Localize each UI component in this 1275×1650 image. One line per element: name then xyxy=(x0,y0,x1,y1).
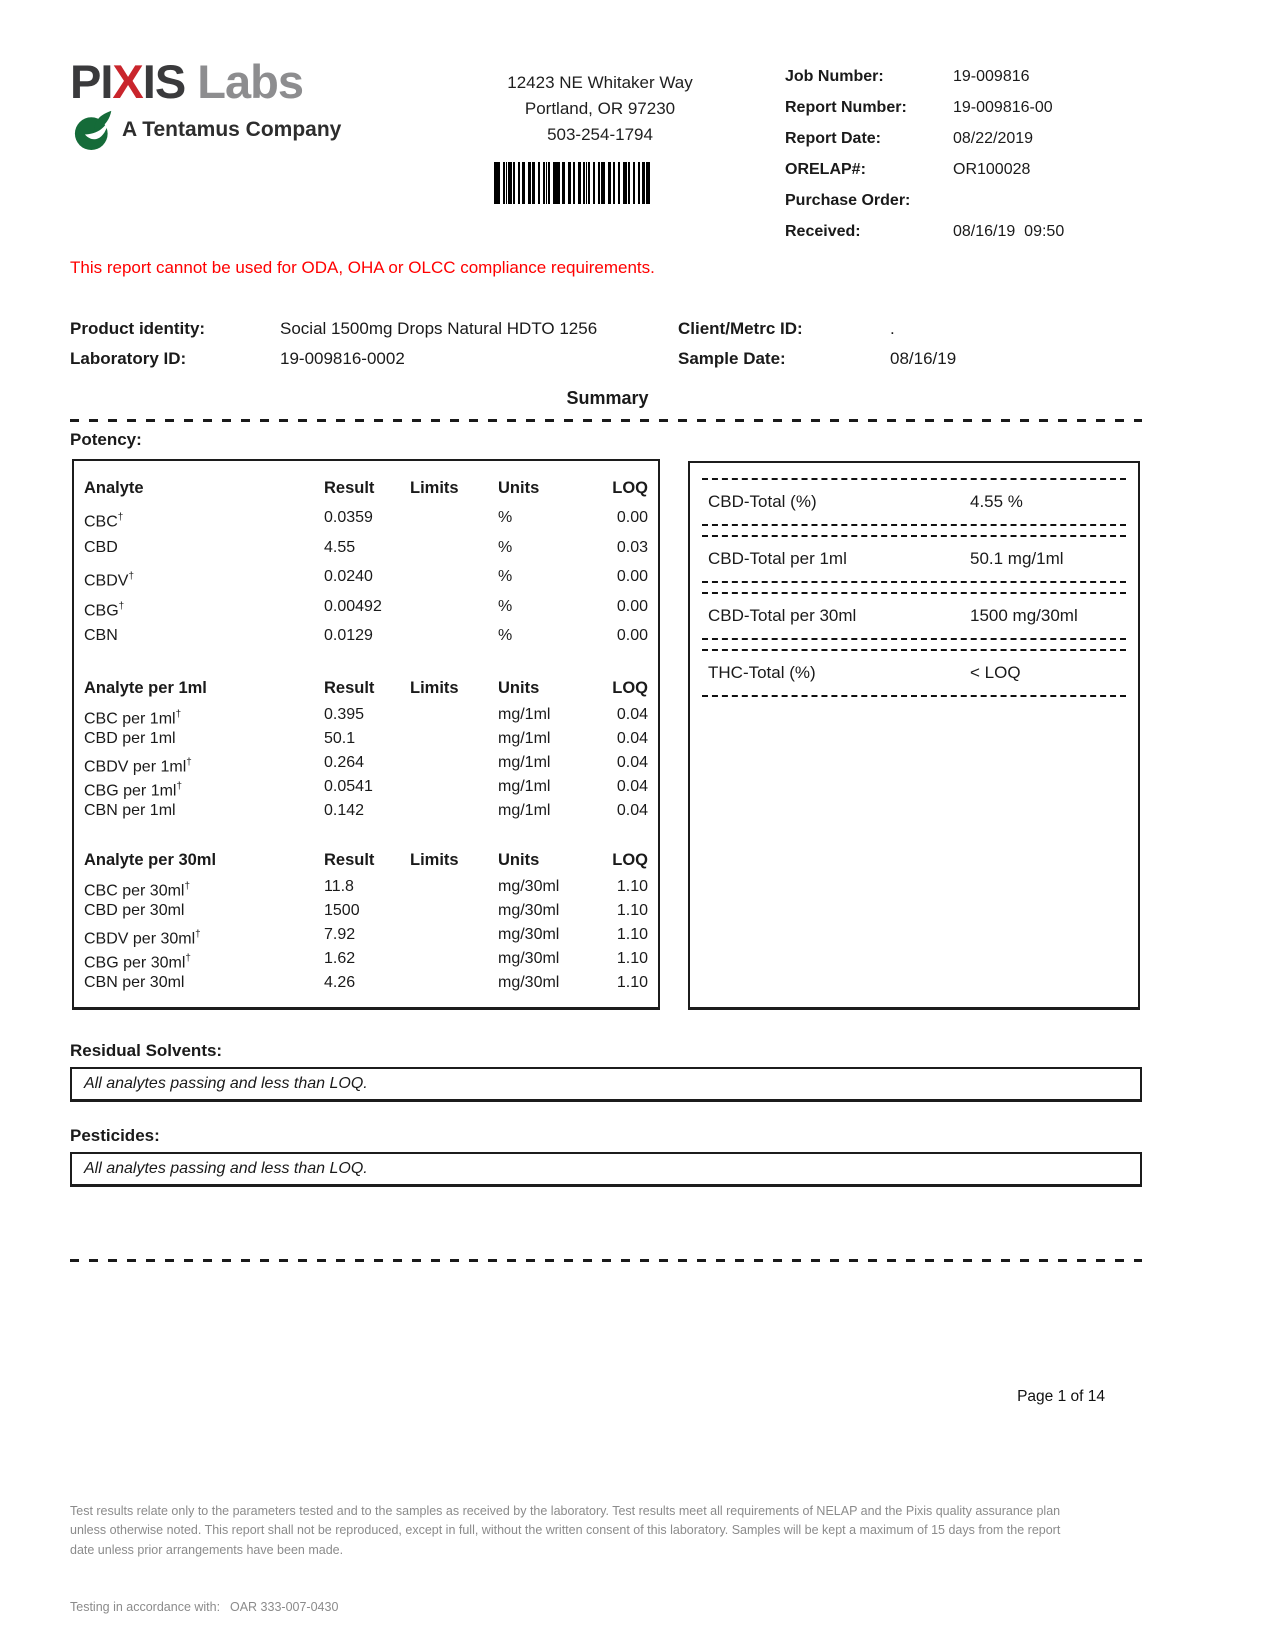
job-info-row xyxy=(785,128,1205,150)
job-info xyxy=(785,66,1205,252)
analyte-name: CBN xyxy=(84,627,118,644)
job-info-label: Report Date: xyxy=(785,130,882,147)
analyte-row xyxy=(84,533,648,563)
loq-cell: 0.04 xyxy=(616,801,648,819)
total-value: 50.1 mg/1ml xyxy=(970,549,1064,568)
units-cell: % xyxy=(498,597,513,615)
column-header: Limits xyxy=(410,479,459,497)
result-cell: 4.26 xyxy=(324,973,356,991)
pixis-labs-logo xyxy=(70,55,342,151)
potency-section-label: Potency: xyxy=(70,430,142,449)
column-header: Limits xyxy=(410,850,459,869)
result-cell: 1500 xyxy=(324,901,360,919)
job-info-label: ORELAP#: xyxy=(785,161,866,178)
testing-accordance-label: Testing in accordance with: xyxy=(70,1600,221,1614)
result-cell: 0.395 xyxy=(324,705,365,723)
logo-letters-is: IS xyxy=(142,55,186,108)
result-cell: 0.00492 xyxy=(324,597,382,615)
loq-cell: 0.00 xyxy=(616,597,648,615)
residual-solvents-label: Residual Solvents: xyxy=(70,1041,223,1060)
potency-table-header xyxy=(84,473,648,503)
potency-table-header xyxy=(84,845,648,875)
job-info-row xyxy=(785,66,1205,88)
column-header: Units xyxy=(498,678,540,697)
result-cell: 4.55 xyxy=(324,538,356,556)
job-info-label: Purchase Order: xyxy=(785,192,911,209)
analyte-name: CBD per 1ml xyxy=(84,729,176,747)
total-value: 4.55 % xyxy=(970,492,1023,511)
address-line: Portland, OR 97230 xyxy=(524,99,676,118)
job-info-value: OR100028 xyxy=(953,161,1031,178)
analyte-name: CBN per 30ml xyxy=(84,973,185,991)
result-cell: 0.0359 xyxy=(324,509,373,526)
units-cell: mg/1ml xyxy=(498,801,551,819)
laboratory-id-label: Laboratory ID: xyxy=(70,349,187,368)
testing-accordance-value: OAR 333-007-0430 xyxy=(230,1600,339,1614)
analyte-name: CBC† xyxy=(84,512,124,531)
loq-cell: 0.00 xyxy=(616,627,648,644)
logo-wordmark xyxy=(70,55,341,108)
summary-title: Summary xyxy=(566,388,649,408)
analyte-row xyxy=(84,775,648,799)
job-info-label: Report Number: xyxy=(785,99,907,116)
loq-cell: 1.10 xyxy=(616,877,648,895)
analyte-row xyxy=(84,503,648,533)
units-cell: % xyxy=(498,509,513,526)
analyte-name: CBG per 30ml† xyxy=(84,952,191,971)
product-identity-label: Product identity: xyxy=(70,319,206,338)
job-info-value: 19-009816 xyxy=(953,68,1030,85)
analyte-row xyxy=(84,703,648,727)
loq-cell: 0.04 xyxy=(616,705,648,723)
units-cell: % xyxy=(498,538,513,556)
analyte-name: CBDV per 30ml† xyxy=(84,928,201,947)
analyte-name: CBDV per 1ml† xyxy=(84,756,192,775)
result-cell: 0.0541 xyxy=(324,777,373,795)
residual-solvents-result: All analytes passing and less than LOQ. xyxy=(70,1067,1142,1102)
column-header: Analyte per 1ml xyxy=(84,678,207,697)
dashed-divider-bottom xyxy=(70,1259,1142,1262)
units-cell: mg/30ml xyxy=(498,877,560,895)
result-cell: 50.1 xyxy=(324,729,356,747)
column-header: Units xyxy=(498,850,540,869)
page-number: Page 1 of 14 xyxy=(1017,1388,1105,1405)
logo-word-labs: Labs xyxy=(185,55,303,108)
column-header: LOQ xyxy=(612,678,648,697)
potency-subtable xyxy=(84,473,648,651)
analyte-row xyxy=(84,562,648,592)
units-cell: mg/1ml xyxy=(498,777,551,795)
address-line: 12423 NE Whitaker Way xyxy=(507,73,693,92)
lab-address xyxy=(440,70,760,148)
analyte-name: CBG per 1ml† xyxy=(84,780,182,799)
analyte-row xyxy=(84,947,648,971)
loq-cell: 0.00 xyxy=(616,509,648,526)
analyte-name: CBN per 1ml xyxy=(84,801,176,819)
column-header: Units xyxy=(498,479,540,497)
result-cell: 7.92 xyxy=(324,925,356,943)
result-cell: 0.142 xyxy=(324,801,365,819)
job-info-row xyxy=(785,159,1205,181)
analyte-name: CBD per 30ml xyxy=(84,901,185,919)
column-header: Analyte per 30ml xyxy=(84,850,217,869)
footer-disclaimer: Test results relate only to the parameters tested and to the samples as received by the laboratory. Test results meet all requirements of NELAP and the Pixis quality assurance plan unless otherwise noted. This report shall not be reproduced, except in full, without the written consent of this laboratory. Samples will be kept a maximum of 15 days from the report date unless prior arrangements have been made. xyxy=(70,1504,1061,1557)
units-cell: mg/30ml xyxy=(498,925,560,943)
potency-table-header xyxy=(84,673,648,703)
units-cell: % xyxy=(498,568,513,585)
units-cell: mg/1ml xyxy=(498,753,551,771)
analyte-row xyxy=(84,899,648,923)
loq-cell: 0.03 xyxy=(616,538,648,556)
job-info-value: 19-009816-00 xyxy=(953,99,1053,116)
column-header: LOQ xyxy=(612,479,648,497)
total-value: 1500 mg/30ml xyxy=(970,606,1078,625)
sample-date-label: Sample Date: xyxy=(678,349,786,368)
column-header: Analyte xyxy=(84,479,144,497)
analyte-row xyxy=(84,727,648,751)
potency-subtable xyxy=(84,845,648,995)
limits-cell xyxy=(410,899,498,923)
loq-cell: 1.10 xyxy=(616,925,648,943)
total-label: CBD-Total per 30ml xyxy=(708,606,857,625)
limits-cell xyxy=(410,533,498,563)
analyte-name: CBG† xyxy=(84,600,125,619)
units-cell: mg/30ml xyxy=(498,901,560,919)
logo-letters-pi: PI xyxy=(70,55,113,108)
units-cell: mg/30ml xyxy=(498,949,560,967)
product-identity-value: Social 1500mg Drops Natural HDTO 1256 xyxy=(280,319,598,338)
analyte-row xyxy=(84,621,648,651)
total-value: < LOQ xyxy=(970,663,1021,682)
limits-cell xyxy=(410,971,498,995)
column-header: Result xyxy=(324,850,375,869)
loq-cell: 0.00 xyxy=(616,568,648,585)
result-cell: 0.264 xyxy=(324,753,365,771)
analyte-name: CBC per 1ml† xyxy=(84,708,182,727)
compliance-warning: This report cannot be used for ODA, OHA or OLCC compliance requirements. xyxy=(70,258,655,277)
job-info-value: 08/16/19 09:50 xyxy=(953,223,1065,240)
result-cell: 1.62 xyxy=(324,949,356,967)
potency-subtable xyxy=(84,673,648,823)
job-info-row xyxy=(785,221,1205,243)
total-row xyxy=(702,478,1126,526)
column-header: Result xyxy=(324,678,375,697)
result-cell: 11.8 xyxy=(324,877,354,895)
loq-cell: 0.04 xyxy=(616,753,648,771)
job-info-value: 08/22/2019 xyxy=(953,130,1034,147)
sample-date-value: 08/16/19 xyxy=(890,349,957,368)
address-line: 503-254-1794 xyxy=(547,125,653,144)
potency-analyte-tables xyxy=(72,459,660,1010)
limits-cell xyxy=(410,621,498,651)
laboratory-id-value: 19-009816-0002 xyxy=(280,349,405,368)
result-cell: 0.0240 xyxy=(324,568,373,585)
client-metrc-label: Client/Metrc ID: xyxy=(678,319,803,338)
analyte-name: CBD xyxy=(84,538,118,556)
job-info-label: Received: xyxy=(785,223,861,240)
total-label: CBD-Total per 1ml xyxy=(708,549,847,568)
testing-accordance xyxy=(70,1600,338,1614)
column-header: Result xyxy=(324,479,375,497)
total-row xyxy=(702,535,1126,583)
job-info-label: Job Number: xyxy=(785,68,884,85)
analyte-row xyxy=(84,799,648,823)
loq-cell: 0.04 xyxy=(616,777,648,795)
pesticides-label: Pesticides: xyxy=(70,1126,160,1145)
total-label: THC-Total (%) xyxy=(708,663,816,682)
total-label: CBD-Total (%) xyxy=(708,492,817,511)
tentamus-leaf-icon xyxy=(74,109,114,151)
units-cell: mg/1ml xyxy=(498,729,551,747)
loq-cell: 1.10 xyxy=(616,973,648,991)
analyte-row xyxy=(84,592,648,622)
units-cell: mg/1ml xyxy=(498,705,551,723)
units-cell: mg/30ml xyxy=(498,973,560,991)
limits-cell xyxy=(410,727,498,751)
column-header: Limits xyxy=(410,678,459,697)
pesticides-result: All analytes passing and less than LOQ. xyxy=(70,1152,1142,1187)
analyte-row xyxy=(84,923,648,947)
loq-cell: 1.10 xyxy=(616,949,648,967)
client-metrc-value: . xyxy=(890,319,895,338)
analyte-row xyxy=(84,971,648,995)
logo-letter-x: X xyxy=(112,55,143,108)
total-row xyxy=(702,592,1126,640)
total-row xyxy=(702,649,1126,697)
column-header: LOQ xyxy=(612,850,648,869)
loq-cell: 1.10 xyxy=(616,901,648,919)
job-info-row xyxy=(785,97,1205,119)
analyte-name: CBDV† xyxy=(84,571,134,590)
analyte-row xyxy=(84,751,648,775)
dashed-divider-top xyxy=(70,419,1142,422)
barcode xyxy=(494,162,650,204)
limits-cell xyxy=(410,799,498,823)
analyte-row xyxy=(84,875,648,899)
logo-tagline: A Tentamus Company xyxy=(122,118,342,141)
units-cell: % xyxy=(498,627,513,644)
analyte-name: CBC per 30ml† xyxy=(84,880,190,899)
job-info-row xyxy=(785,190,1205,212)
result-cell: 0.0129 xyxy=(324,627,373,644)
potency-totals xyxy=(688,461,1140,1010)
loq-cell: 0.04 xyxy=(616,729,648,747)
